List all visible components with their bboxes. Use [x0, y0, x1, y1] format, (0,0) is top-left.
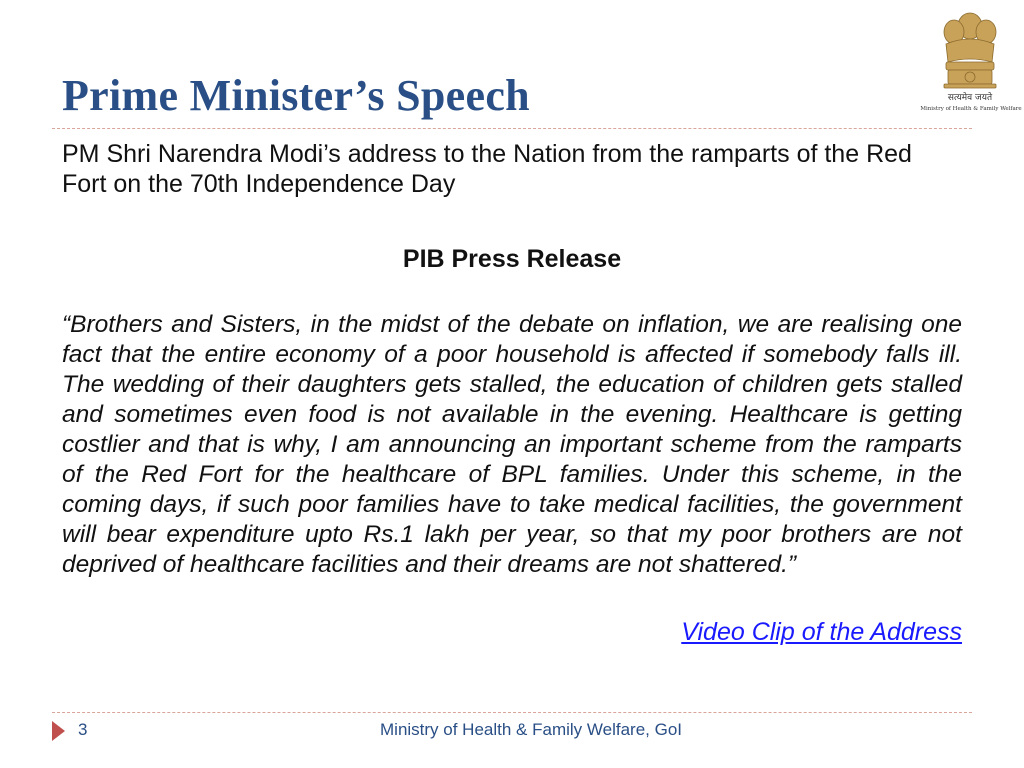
national-emblem-icon — [918, 4, 1022, 116]
footer-divider — [52, 712, 972, 713]
slide-subtitle: PM Shri Narendra Modi’s address to the Nation from the ramparts of the Red Fort on the 70th Independence Day — [62, 140, 912, 198]
speech-quote: “Brothers and Sisters, in the midst of the debate on inflation, we are realising one fact that the entire economy of a poor household is affected if somebody falls ill. The wedding of their daughters gets stalled, the education of children gets stalled and sometimes even food is not available in the evening. Healthcare is getting costlier and that is why, I am announcing an important scheme from the ramparts of the Red Fort for the healthcare of BPL families. Under this scheme, in the coming days, if such poor families have to take medical facilities, the government will bear expenditure upto Rs.1 lakh per year, so that my poor brothers are not deprived of healthcare facilities and their dreams are not shattered.” — [62, 311, 962, 578]
emblem-motto: सत्यमेव जयते — [947, 93, 993, 103]
page-number: 3 — [78, 720, 88, 739]
title-divider — [52, 128, 972, 129]
section-heading: PIB Press Release — [402, 245, 622, 273]
video-clip-link[interactable]: Video Clip of the Address — [681, 618, 962, 646]
emblem-caption: Ministry of Health & Family Welfare — [920, 106, 1022, 112]
slide-title: Prime Minister’s Speech — [62, 71, 530, 120]
footer-arrow-icon — [52, 721, 65, 741]
footer-text: Ministry of Health & Family Welfare, GoI — [380, 720, 682, 739]
